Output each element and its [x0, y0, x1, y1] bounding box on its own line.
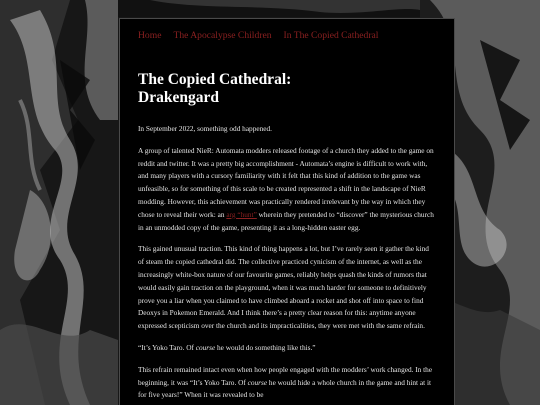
- article-panel: [119, 18, 455, 405]
- paragraph-4-text-a: “It’s Yoko Taro. Of: [138, 342, 196, 352]
- nav-link-copied-cathedral[interactable]: In The Copied Cathedral: [283, 30, 379, 41]
- paragraph-5: [138, 364, 436, 402]
- paragraph-2-text-b: wherein they pretended to “discover” the mysterious church in an unmodded copy of the game, presenting it as a long-hidden easter egg.: [138, 209, 434, 232]
- paragraph-4-emphasis: course: [195, 342, 216, 352]
- page-title-line1: The Copied Cathedral:: [138, 71, 292, 88]
- paragraph-2: [138, 145, 436, 235]
- paragraph-5-text-a: This refrain remained intact even when how people engaged with the modders’ work changed. In the beginning, it was “It’s Yoko Taro. Of: [138, 364, 433, 387]
- paragraph-4-text-b: he would do something like this.”: [215, 342, 316, 352]
- page-title-line2: Drakengard: [138, 89, 219, 106]
- nav-link-apocalypse-children[interactable]: The Apocalypse Children: [173, 30, 272, 41]
- paragraph-2-text-a: A group of talented NieR: Automata modders released footage of a church they added to the game on reddit and twitter. It was a pretty big accomplishment - Automata’s engine is difficult to work with, and many players with a cursory familiarity with it felt that this kind of addition to the game was unfeasible, so for something of this scale to be created represented a shift in the landscape of NieR modding. However, this achievement was practically rendered irrelevant by the way in which they chose to reveal their work: an: [138, 145, 434, 219]
- paragraph-4: [138, 342, 436, 355]
- paragraph-5-emphasis: course: [247, 377, 268, 387]
- paragraph-1: In September 2022, something odd happened.: [138, 124, 272, 133]
- nav-link-home[interactable]: Home: [138, 30, 162, 41]
- top-nav: [138, 30, 436, 44]
- page-title: [138, 71, 436, 107]
- arg-hunt-link[interactable]: arg “hunt”: [226, 209, 257, 219]
- paragraph-5-text-b: he would hide a whole church in the game and hint at it for five years!” When it was revealed to be: [138, 377, 432, 400]
- paragraph-3: This gained unusual traction. This kind of thing happens a lot, but I’ve rarely seen it gather the kind of steam the copied cathedral did. The collective practiced cynicism of the internet, as well as the increasingly white-box nature of our favourite games, reliably helps quash the kinds of rumors that would easily gain traction on the playground, when it was much harder for someone to definitively prove you a liar when you claimed to have climbed aboard a rocket and shot off into space to find Deoxys in Pokemon Emerald. And I think there’s a pretty clear reason for this: anytime anyone expressed scepticism over the church and its impracticalities, they were met with the same refrain.: [138, 244, 429, 331]
